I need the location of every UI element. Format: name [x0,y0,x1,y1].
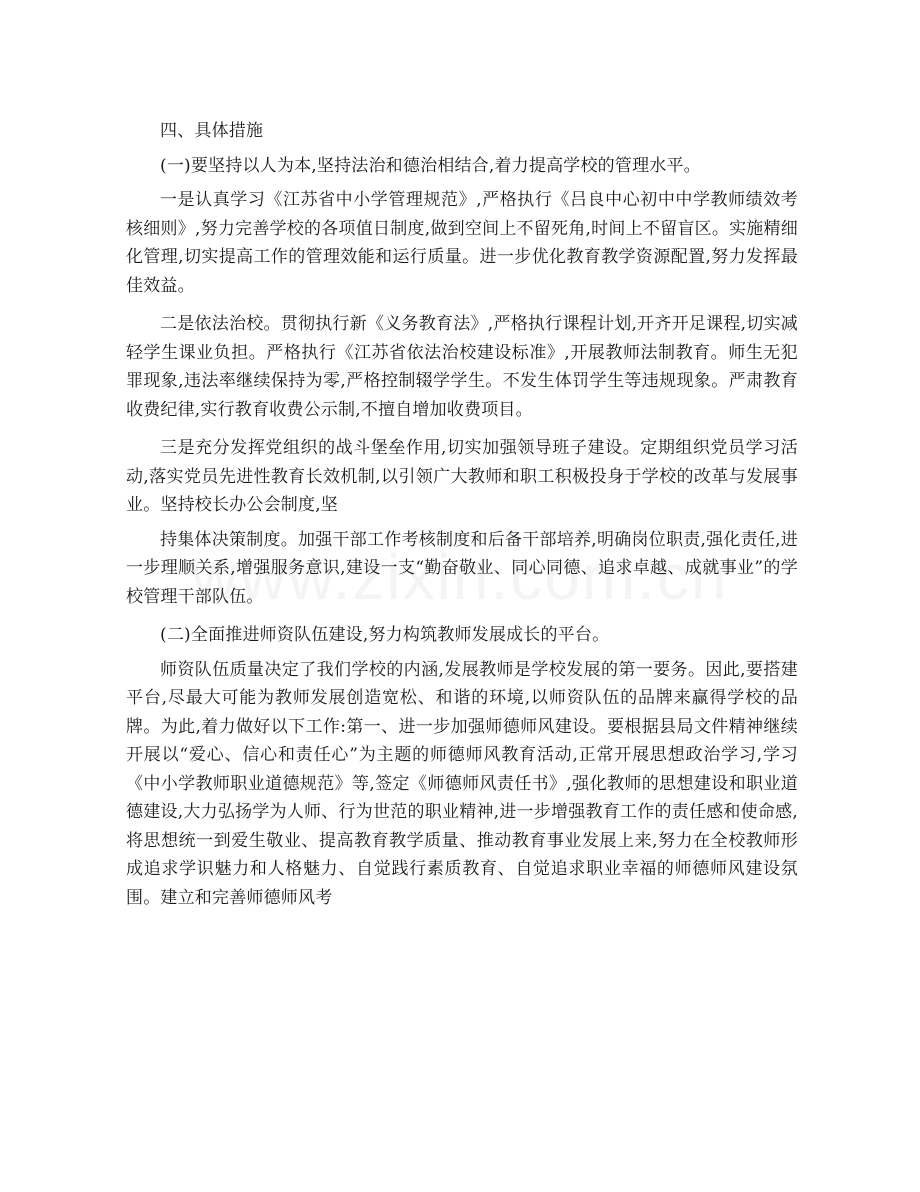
subsection-heading-2: (二)全面推进师资队伍建设,努力构筑教师发展成长的平台。 [160,625,610,645]
section-heading: 四、具体措施 [160,121,264,141]
paragraph-1: 一是认真学习《江苏省中小学管理规范》,严格执行《吕良中心初中中学教师绩效考核细则》,努力完善学校的各项值日制度,做到空间上不留死角,时间上不留盲区。实施精细化管理,切实提高工作的管理效能和运行质量。进一步优化教育教学资源配置,努力发挥最佳效益。 [126,190,798,296]
paragraph-2: 二是依法治校。贯彻执行新《义务教育法》,严格执行课程计划,开齐开足课程,切实减轻学生课业负担。严格执行《江苏省依法治校建设标准》,开展教师法制教育。师生无犯罪现象,违法率继续保持为零,严格控制辍学学生。不发生体罚学生等违规现象。严肃教育收费纪律,实行教育收费公示制,不擅自增加收费项目。 [126,314,798,420]
paragraph-3-continued: 持集体决策制度。加强干部工作考核制度和后备干部培养,明确岗位职责,强化责任,进一步理顺关系,增强服务意识,建设一支“勤奋敬业、同心同德、追求卓越、成就事业”的学校管理干部队伍。 [126,529,798,607]
paragraph-3: 三是充分发挥党组织的战斗堡垒作用,切实加强领导班子建设。定期组织党员学习活动,落实党员先进性教育长效机制,以引领广大教师和职工积极投身于学校的改革与发展事业。坚持校长办公会制度,坚 [126,438,798,515]
document-body [126,117,798,912]
paragraph-4: 师资队伍质量决定了我们学校的内涵,发展教师是学校发展的第一要务。因此,要搭建平台,尽最大可能为教师发展创造宽松、和谐的环境,以师资队伍的品牌来赢得学校的品牌。为此,着力做好以下工作:第一、进一步加强师德师风建设。要根据县局文件精神继续开展以“爱心、信心和责任心”为主题的师德师风教育活动,正常开展思想政治学习,学习《中小学教师职业道德规范》等,签定《师德师风责任书》,强化教师的思想建设和职业道德建设,大力弘扬学为人师、行为世范的职业精神,进一步增强教育工作的责任感和使命感,将思想统一到爱生敬业、提高教育教学质量、推动教育事业发展上来,努力在全校教师形成追求学识魅力和人格魅力、自觉践行素质教育、自觉追求职业幸福的师德师风建设氛围。建立和完善师德师风考 [126,659,798,908]
subsection-heading-1: (一)要坚持以人为本,坚持法治和德治相结合,着力提高学校的管理水平。 [160,155,701,176]
